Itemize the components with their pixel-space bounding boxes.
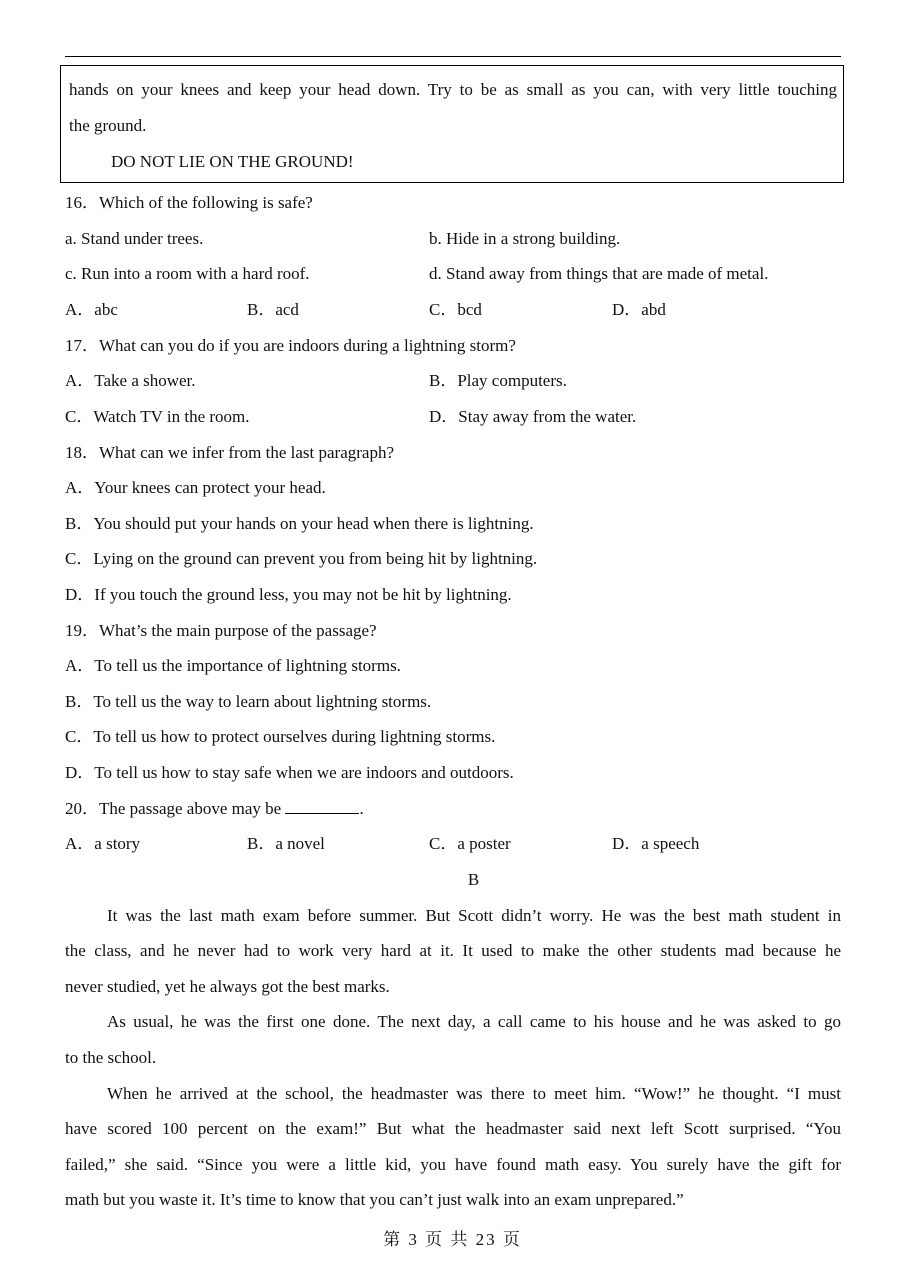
question-17-stem: 17．What can you do if you are indoors during a lightning storm?	[65, 336, 516, 355]
q16-statement-d: d. Stand away from things that are made of metal.	[429, 264, 769, 283]
q18-option-b: B．You should put your hands on your head when there is lightning.	[65, 514, 534, 533]
q19-option-c: C．To tell us how to protect ourselves during lightning storms.	[65, 727, 496, 746]
header-rule	[65, 56, 841, 57]
q19-option-d: D．To tell us how to stay safe when we are indoors and outdoors.	[65, 763, 514, 782]
passage-a-line-1: hands on your knees and keep your head down. Try to be as small as you can, with very little touching	[69, 80, 837, 99]
passage-b-p2-line-1: As usual, he was the first one done. The next day, a call came to his house and he was asked to go	[107, 1012, 841, 1031]
question-18-stem: 18．What can we infer from the last paragraph?	[65, 443, 394, 462]
q18-option-a: A．Your knees can protect your head.	[65, 478, 326, 497]
q20-option-c: C．a poster	[429, 834, 511, 853]
passage-b-p1-line-3: never studied, yet he always got the best marks.	[65, 977, 390, 996]
passage-a-line-2: the ground.	[69, 116, 147, 135]
q17-option-c: C．Watch TV in the room.	[65, 407, 250, 426]
passage-b-p3-line-2: have scored 100 percent on the exam!” But what the headmaster said next left Scott surprised. “You	[65, 1119, 841, 1138]
q17-option-a: A．Take a shower.	[65, 371, 196, 390]
q17-option-d: D．Stay away from the water.	[429, 407, 637, 426]
q19-option-a: A．To tell us the importance of lightning storms.	[65, 656, 401, 675]
q20-option-b: B．a novel	[247, 834, 325, 853]
q20-option-a: A．a story	[65, 834, 141, 853]
q20-option-d: D．a speech	[612, 834, 700, 853]
q19-option-b: B．To tell us the way to learn about lightning storms.	[65, 692, 432, 711]
passage-b-p1-line-2: the class, and he never had to work very hard at it. It used to make the other students mad because he	[65, 941, 841, 960]
q16-statement-c: c. Run into a room with a hard roof.	[65, 264, 310, 283]
q16-statement-a: a. Stand under trees.	[65, 229, 204, 248]
question-19-stem: 19．What’s the main purpose of the passage?	[65, 621, 377, 640]
page-number-footer: 第 3 页 共 23 页	[383, 1230, 522, 1249]
q18-option-c: C．Lying on the ground can prevent you from being hit by lightning.	[65, 549, 538, 568]
section-b-heading: B	[467, 870, 480, 889]
q20-stem-end: .	[359, 799, 364, 818]
q18-option-d: D．If you touch the ground less, you may not be hit by lightning.	[65, 585, 512, 604]
q17-option-b: B．Play computers.	[429, 371, 567, 390]
passage-b-p2-line-2: to the school.	[65, 1048, 157, 1067]
passage-b-p1-line-1: It was the last math exam before summer. But Scott didn’t worry. He was the best math student in	[107, 906, 841, 925]
q20-stem-text: 20．The passage above may be	[65, 799, 282, 818]
q16-option-a: A．abc	[65, 300, 118, 319]
passage-a-box	[60, 65, 844, 183]
question-20-stem	[65, 799, 364, 819]
q16-option-d: D．abd	[612, 300, 666, 319]
passage-b-p3-line-3: failed,” she said. “Since you were a little kid, you have found math easy. You surely have the gift for	[65, 1155, 841, 1174]
passage-a-warning: DO NOT LIE ON THE GROUND!	[111, 152, 354, 171]
answer-blank	[285, 799, 359, 814]
q16-statement-b: b. Hide in a strong building.	[429, 229, 621, 248]
passage-b-p3-line-1: When he arrived at the school, the headmaster was there to meet him. “Wow!” he thought. “I must	[107, 1084, 841, 1103]
q16-option-b: B．acd	[247, 300, 299, 319]
passage-b-p3-line-4: math but you waste it. It’s time to know that you can’t just walk into an exam unprepared.”	[65, 1190, 684, 1209]
question-16-stem: 16．Which of the following is safe?	[65, 193, 313, 212]
q16-option-c: C．bcd	[429, 300, 482, 319]
